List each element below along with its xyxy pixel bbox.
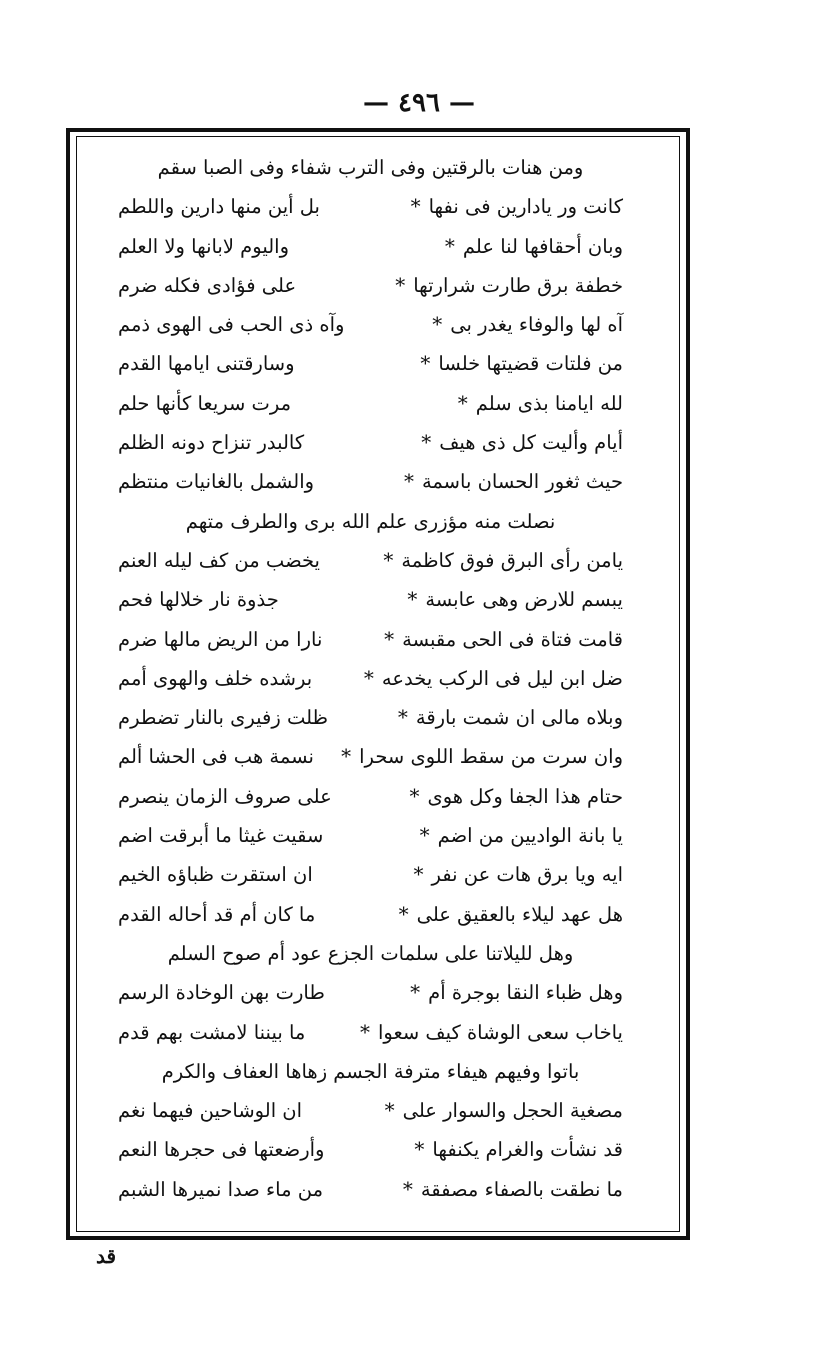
- verse-line: [118, 1013, 623, 1052]
- verse-separator-star-icon: *: [341, 744, 352, 769]
- verse-line: [118, 737, 623, 776]
- verse-second-hemistich: والشمل بالغانيات منتظم: [118, 470, 315, 494]
- verse-separator-star-icon: *: [419, 823, 430, 848]
- verse-second-hemistich: طارت بهن الوخادة الرسم: [118, 981, 325, 1005]
- verse-first-hemistich: من فلتات قضيتها خلسا: [438, 352, 623, 376]
- verse-line: [118, 855, 623, 894]
- verse-line: [118, 305, 623, 344]
- verse-separator-star-icon: *: [444, 233, 455, 258]
- verse-line: [118, 423, 623, 462]
- verse-line: [118, 777, 623, 816]
- verse-line: [118, 227, 623, 266]
- verse-first-hemistich: نصلت منه مؤزرى علم الله برى والطرف متهم: [185, 509, 556, 533]
- verse-line: [118, 1091, 623, 1130]
- verse-line: [118, 344, 623, 383]
- verse-second-hemistich: وسارقتنى ايامها القدم: [118, 352, 295, 376]
- verse-line: [118, 659, 623, 698]
- verse-line: [118, 1130, 623, 1169]
- verse-second-hemistich: سقيت غيثا ما أبرقت اضم: [118, 824, 324, 848]
- verse-separator-star-icon: *: [410, 980, 421, 1005]
- verse-first-hemistich: لله ايامنا بذى سلم: [475, 391, 623, 415]
- verse-second-hemistich: جذوة نار خلالها فحم: [118, 588, 279, 612]
- verse-second-hemistich: وأرضعتها فى حجرها النعم: [118, 1138, 325, 1162]
- catchword: قد: [96, 1244, 117, 1268]
- verse-second-hemistich: بل أين منها دارين واللطم: [118, 195, 320, 219]
- verse-second-hemistich: برشده خلف والهوى أمم: [118, 666, 313, 690]
- verse-separator-star-icon: *: [383, 547, 394, 572]
- verse-line: [118, 1170, 623, 1209]
- verse-line: [118, 1052, 623, 1091]
- verse-line: [118, 266, 623, 305]
- verse-first-hemistich: مصغية الحجل والسوار على: [402, 1099, 623, 1123]
- verse-separator-star-icon: *: [384, 1098, 395, 1123]
- verse-first-hemistich: يا بانة الواديين من اضم: [437, 824, 623, 848]
- verse-second-hemistich: ان استقرت ظباؤه الخيم: [118, 863, 313, 887]
- verse-first-hemistich: باتوا وفيهم هيفاء مترفة الجسم زهاها العفاف والكرم: [161, 1059, 580, 1083]
- verse-separator-star-icon: *: [363, 665, 374, 690]
- verse-second-hemistich: واليوم لابانها ولا العلم: [118, 234, 289, 258]
- verse-first-hemistich: وهل لليلاتنا على سلمات الجزع عود أم صوح السلم: [167, 941, 574, 965]
- verse-first-hemistich: يبسم للارض وهى عابسة: [425, 588, 623, 612]
- verse-second-hemistich: نسمة هب فى الحشا ألم: [118, 745, 314, 769]
- verse-separator-star-icon: *: [414, 1137, 425, 1162]
- verse-second-hemistich: وآه ذى الحب فى الهوى ذمم: [118, 313, 345, 337]
- verse-second-hemistich: ما كان أم قد أحاله القدم: [118, 902, 316, 926]
- verse-first-hemistich: أيام وأليت كل ذى هيف: [439, 431, 623, 455]
- verse-line: [118, 384, 623, 423]
- verse-line: [118, 973, 623, 1012]
- verse-separator-star-icon: *: [359, 1019, 370, 1044]
- verse-line: [118, 895, 623, 934]
- verse-separator-star-icon: *: [457, 390, 468, 415]
- verse-first-hemistich: حيث ثغور الحسان باسمة: [421, 470, 623, 494]
- verse-separator-star-icon: *: [384, 626, 395, 651]
- verse-first-hemistich: حتام هذا الجفا وكل هوى: [427, 784, 623, 808]
- verse-separator-star-icon: *: [413, 862, 424, 887]
- verse-first-hemistich: يامن رأى البرق فوق كاظمة: [401, 548, 623, 572]
- verse-line: [118, 934, 623, 973]
- verse-separator-star-icon: *: [409, 783, 420, 808]
- verse-first-hemistich: قامت فتاة فى الحى مقبسة: [402, 627, 623, 651]
- verse-second-hemistich: من ماء صدا نميرها الشبم: [118, 1177, 324, 1201]
- verse-line: [118, 187, 623, 226]
- verse-line: [118, 502, 623, 541]
- verse-first-hemistich: قد نشأت والغرام يكنفها: [432, 1138, 623, 1162]
- verse-line: [118, 698, 623, 737]
- verse-separator-star-icon: *: [432, 312, 443, 337]
- verse-line: [118, 462, 623, 501]
- verse-first-hemistich: وبلاه مالى ان شمت بارقة: [415, 706, 623, 730]
- verse-first-hemistich: وان سرت من سقط اللوى سحرا: [359, 745, 623, 769]
- verse-first-hemistich: هل عهد ليلاء بالعقيق على: [416, 902, 623, 926]
- verse-separator-star-icon: *: [402, 1176, 413, 1201]
- verse-first-hemistich: خطفة برق طارت شرارتها: [413, 273, 623, 297]
- verse-separator-star-icon: *: [398, 901, 409, 926]
- verse-first-hemistich: ايه ويا برق هات عن نفر: [431, 863, 623, 887]
- verse-separator-star-icon: *: [420, 351, 431, 376]
- verse-second-hemistich: يخضب من كف ليله العنم: [118, 548, 320, 572]
- verse-separator-star-icon: *: [407, 587, 418, 612]
- verse-separator-star-icon: *: [421, 430, 432, 455]
- verse-second-hemistich: على فؤادى فكله ضرم: [118, 273, 297, 297]
- verse-second-hemistich: كالبدر تنزاح دونه الظلم: [118, 431, 305, 455]
- verse-first-hemistich: وهل ظباء النقا بوجرة أم: [428, 981, 623, 1005]
- verse-first-hemistich: ما نطقت بالصفاء مصفقة: [420, 1177, 623, 1201]
- verse-first-hemistich: آه لها والوفاء يغدر بى: [450, 313, 623, 337]
- verse-line: [118, 541, 623, 580]
- verse-second-hemistich: على صروف الزمان ينصرم: [118, 784, 332, 808]
- verse-first-hemistich: ضل ابن ليل فى الركب يخدعه: [381, 666, 623, 690]
- verse-line: [118, 148, 623, 187]
- page-number: — ٤٩٦ —: [362, 88, 476, 118]
- verse-second-hemistich: نارا من الريض مالها ضرم: [118, 627, 323, 651]
- verse-first-hemistich: ومن هنات بالرقتين وفى الترب شفاء وفى الصبا سقم: [157, 156, 584, 179]
- verse-first-hemistich: كانت ور يادارين فى نفها: [428, 195, 623, 219]
- verse-line: [118, 580, 623, 619]
- verse-first-hemistich: وبان أحقافها لنا علم: [462, 234, 623, 258]
- verse-second-hemistich: ظلت زفيرى بالنار تضطرم: [118, 706, 329, 730]
- verse-line: [118, 816, 623, 855]
- verse-line: [118, 620, 623, 659]
- verse-second-hemistich: ان الوشاحين فيهما نغم: [118, 1099, 303, 1123]
- poem-verses: [118, 148, 623, 1209]
- verse-first-hemistich: ياخاب سعى الوشاة كيف سعوا: [377, 1020, 623, 1044]
- verse-second-hemistich: ما بيننا لامشت بهم قدم: [118, 1020, 306, 1044]
- verse-separator-star-icon: *: [397, 705, 408, 730]
- verse-separator-star-icon: *: [395, 272, 406, 297]
- verse-second-hemistich: مرت سريعا كأنها حلم: [118, 391, 292, 415]
- verse-separator-star-icon: *: [410, 194, 421, 219]
- verse-separator-star-icon: *: [403, 469, 414, 494]
